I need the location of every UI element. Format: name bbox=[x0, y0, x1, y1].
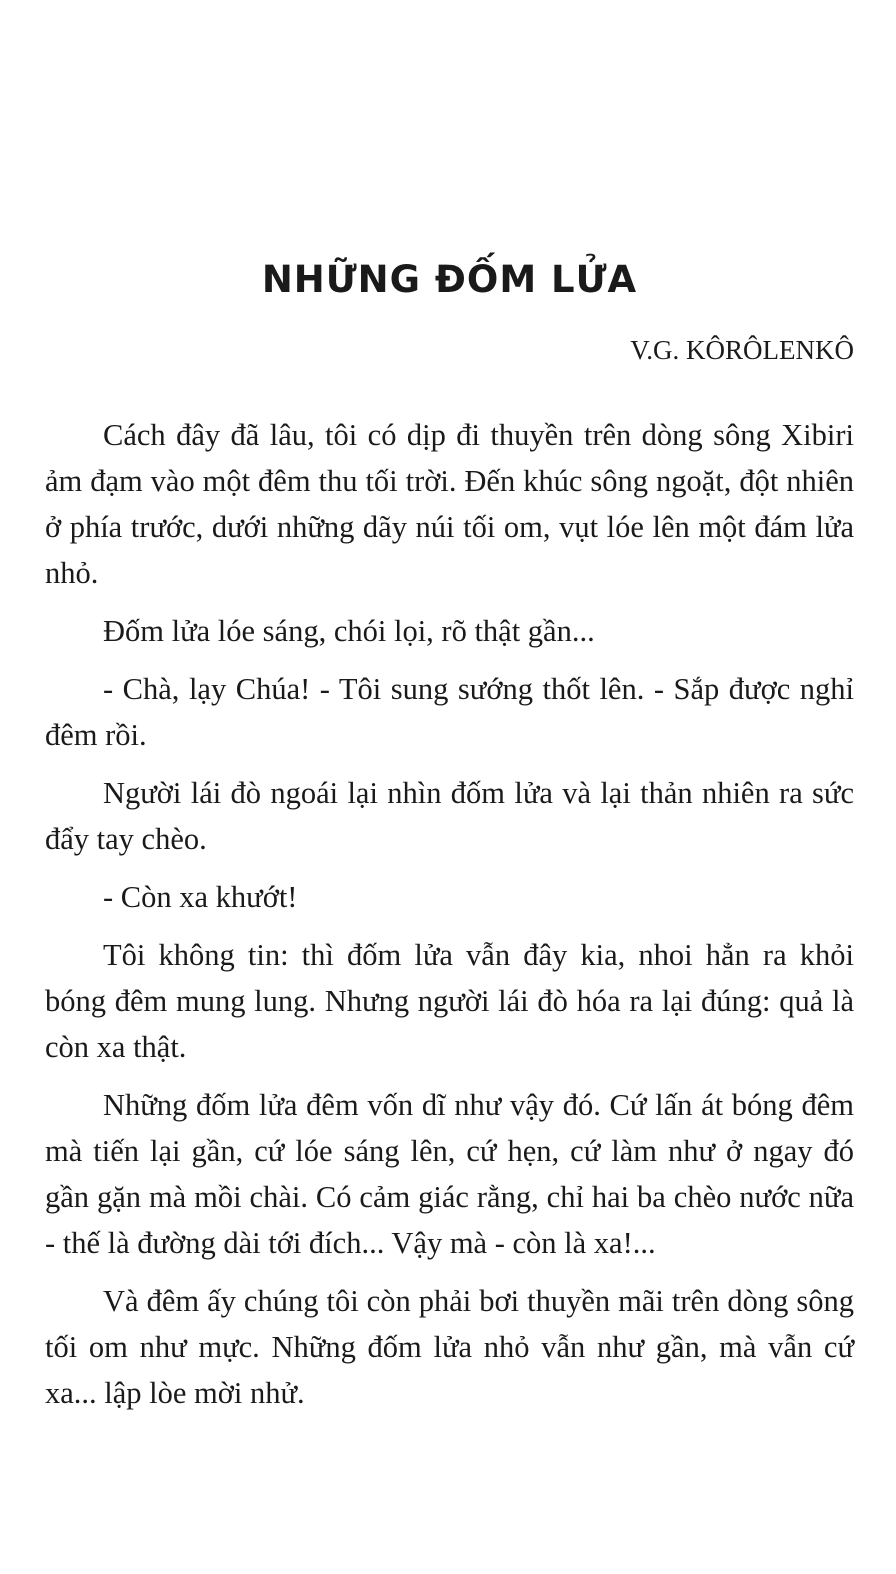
paragraph: Người lái đò ngoái lại nhìn đốm lửa và lại thản nhiên ra sức đẩy tay chèo. bbox=[45, 776, 854, 856]
paragraph: Đốm lửa lóe sáng, chói lọi, rõ thật gần... bbox=[103, 614, 595, 648]
paragraph: Cách đây đã lâu, tôi có dịp đi thuyền trên dòng sông Xibiri ảm đạm vào một đêm thu tối trời. Đến khúc sông ngoặt, đột nhiên ở phía trước, dưới những dãy núi tối om, vụt lóe lên một đám lửa nhỏ. bbox=[45, 418, 854, 590]
story-body bbox=[45, 412, 854, 1416]
paragraph: - Chà, lạy Chúa! - Tôi sung sướng thốt lên. - Sắp được nghỉ đêm rồi. bbox=[45, 672, 854, 752]
paragraph: - Còn xa khướt! bbox=[103, 880, 298, 914]
story-title: NHỮNG ĐỐM LỬA bbox=[261, 258, 638, 301]
story-author: V.G. KÔRÔLENKÔ bbox=[630, 335, 854, 365]
paragraph: Và đêm ấy chúng tôi còn phải bơi thuyền mãi trên dòng sông tối om như mực. Những đốm lửa nhỏ vẫn như gần, mà vẫn cứ xa... lập lòe mời nhử. bbox=[45, 1284, 854, 1410]
paragraph: Những đốm lửa đêm vốn dĩ như vậy đó. Cứ lấn át bóng đêm mà tiến lại gần, cứ lóe sáng lên, cứ hẹn, cứ làm như ở ngay đó gần gặn mà mồi chài. Có cảm giác rằng, chỉ hai ba chèo nước nữa - thế là đường dài tới đích... Vậy mà - còn là xa!... bbox=[45, 1088, 854, 1260]
paragraph: Tôi không tin: thì đốm lửa vẫn đây kia, nhoi hẳn ra khỏi bóng đêm mung lung. Nhưng người lái đò hóa ra lại đúng: quả là còn xa thật. bbox=[45, 938, 854, 1064]
